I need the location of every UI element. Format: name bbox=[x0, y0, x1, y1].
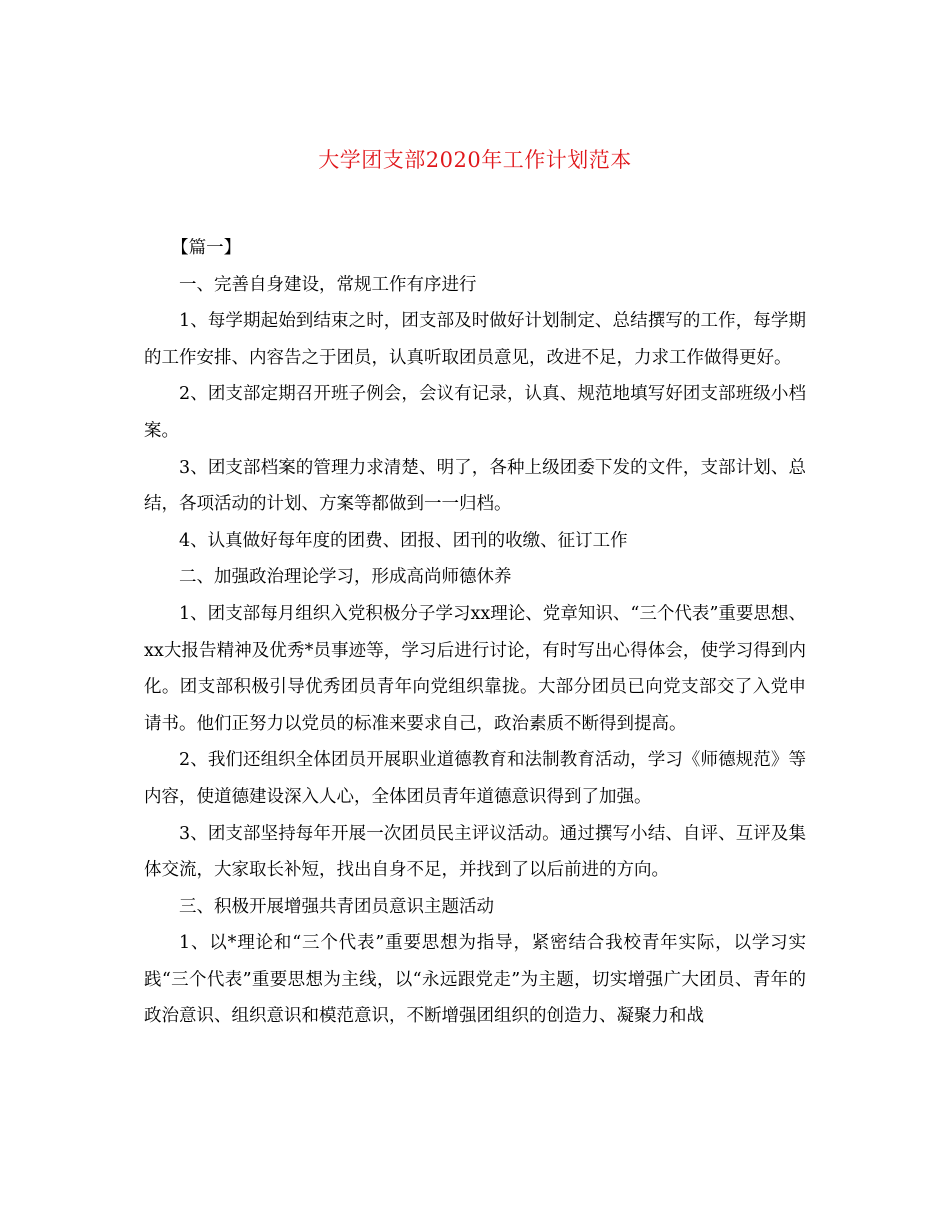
paragraph-1-2: 2、团支部定期召开班子例会，会议有记录，认真、规范地填写好团支部班级小档案。 bbox=[144, 384, 806, 441]
document-body bbox=[144, 230, 806, 1035]
document-title: 大学团支部2020年工作计划范本 bbox=[318, 148, 632, 172]
paragraph-2-3: 3、团支部坚持每年开展一次团员民主评议活动。通过撰写小结、自评、互评及集体交流，大家取长补短，找出自身不足，并找到了以后前进的方向。 bbox=[144, 823, 806, 881]
paragraph-2-1: 1、团支部每月组织入党积极分子学习xx理论、党章知识、“三个代表”重要思想、xx大报告精神及优秀*员事迹等，学习后进行讨论，有时写出心得体会，使学习得到内化。团支部积极引导优秀团员青年向党组织靠拢。大部分团员已向党支部交了入党申请书。他们正努力以党员的标准来要求自己，政治素质不断得到提高。 bbox=[144, 603, 806, 734]
section-heading-2: 二、加强政治理论学习，形成高尚师德休养 bbox=[179, 567, 512, 588]
paragraph-1-3: 3、团支部档案的管理力求清楚、明了，各种上级团委下发的文件，支部计划、总结，各项活动的计划、方案等都做到一一归档。 bbox=[144, 457, 806, 515]
paragraph-3-1: 1、以*理论和“三个代表”重要思想为指导，紧密结合我校青年实际，以学习实践“三个代表”重要思想为主线，以“永远跟党走”为主题，切实增强广大团员、青年的政治意识、组织意识和模范意识，不断增强团组织的创造力、凝聚力和战 bbox=[144, 933, 806, 1027]
section-heading-1: 一、完善自身建设，常规工作有序进行 bbox=[179, 274, 477, 295]
paragraph-2-2: 2、我们还组织全体团员开展职业道德教育和法制教育活动，学习《师德规范》等内容，使道德建设深入人心，全体团员青年道德意识得到了加强。 bbox=[144, 750, 806, 807]
section-label-part-one: 【篇一】 bbox=[171, 238, 242, 258]
paragraph-1-1: 1、每学期起始到结束之时，团支部及时做好计划制定、总结撰写的工作，每学期的工作安排、内容告之于团员，认真听取团员意见，改进不足，力求工作做得更好。 bbox=[144, 311, 806, 368]
paragraph-1-4: 4、认真做好每年度的团费、团报、团刊的收缴、征订工作 bbox=[179, 530, 628, 551]
section-heading-3: 三、积极开展增强共青团员意识主题活动 bbox=[179, 896, 494, 917]
